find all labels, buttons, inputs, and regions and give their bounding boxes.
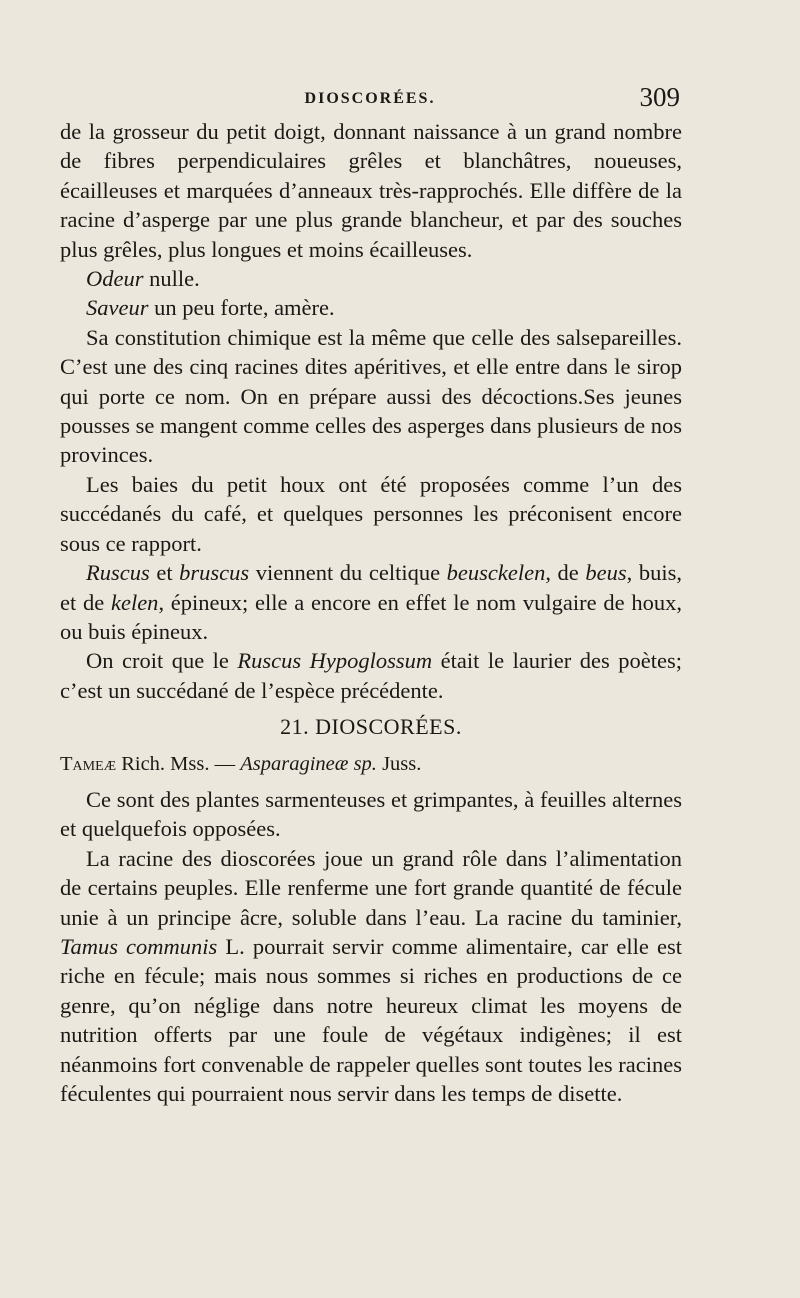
- term: beusckelen: [446, 560, 546, 586]
- text-run: On croit que le: [86, 648, 238, 674]
- text-run: Juss.: [376, 752, 422, 775]
- paragraph: Les baies du petit houx ont été proposées comme l’un des succédanés du café, et quelques personnes les préconisent encore sous ce rapport.: [60, 471, 682, 556]
- text-run: La racine des dioscorées joue un grand rôle dans l’alimentation de certains peuples. Elle renferme une fort grande quantité de fécule unie à un principe âcre, soluble dans l’eau. La racine du taminier,: [60, 845, 682, 930]
- term: Ruscus: [86, 560, 150, 586]
- species-name: Ruscus Hypoglossum: [237, 648, 433, 674]
- odeur-label: Odeur: [86, 266, 144, 292]
- saveur-label: Saveur: [86, 295, 149, 321]
- odeur-line: [60, 264, 682, 293]
- etymology-paragraph: [60, 558, 682, 646]
- page-number: 309: [639, 82, 680, 112]
- paragraph: Ce sont des plantes sarmenteuses et grimpantes, à feuilles alternes et quelquefois opposées.: [60, 786, 682, 842]
- text-run: Rich. Mss. —: [116, 752, 241, 775]
- saveur-text: un peu forte, amère.: [148, 295, 335, 321]
- paragraph: [60, 844, 682, 1109]
- term: beus: [585, 560, 627, 586]
- paragraph: [60, 646, 682, 705]
- term: kelen: [110, 589, 159, 615]
- term: bruscus: [179, 560, 250, 586]
- paragraph: de la grosseur du petit doigt, donnant naissance à un grand nombre de fibres perpendiculaires grêles et blanchâtres, noueuses, écailleuses et marquées d’anneaux très-rapprochés. Elle diffère de la racine d’asperge par une plus grande blancheur, et par des souches plus grêles, plus longues et moins écailleuses.: [60, 119, 682, 262]
- running-title: DIOSCORÉES.: [304, 90, 436, 107]
- text-run: viennent du celtique: [249, 560, 447, 586]
- family-name: Tameæ: [60, 752, 117, 775]
- text-run: , buis, et de: [60, 560, 682, 615]
- saveur-line: [60, 293, 682, 322]
- text-run: L. pourrait servir comme alimentaire, car elle est riche en fécule; mais nous sommes si riches en productions de ce genre, qu’on néglige dans notre heureux climat les moyens de nutrition offerts par une foule de végétaux indigènes; il est néanmoins fort convenable de rappeler quelles sont toutes les racines féculentes qui pourraient nous servir dans les temps de disette.: [60, 933, 682, 1106]
- paragraph: Sa constitution chimique est la même que celle des salsepareilles. C’est une des cinq racines dites apéritives, et elle entre dans le sirop qui porte ce nom. On en prépare aussi des décoctions.Ses jeunes pousses se mangent comme celles des asperges dans plusieurs de nos provinces.: [60, 324, 682, 468]
- synonymy-line: [60, 750, 682, 779]
- body-text: [60, 117, 682, 1108]
- species-name: Tamus communis: [60, 933, 218, 959]
- odeur-text: nulle.: [143, 266, 200, 292]
- alt-family-name: Asparagineæ sp.: [240, 752, 377, 775]
- text-run: , épineux; elle a encore en effet le nom vulgaire de houx, ou buis épineux.: [60, 589, 682, 644]
- running-head: [60, 80, 680, 116]
- text-run: et: [149, 560, 180, 586]
- text-run: , de: [545, 560, 586, 586]
- text-run: était le laurier des poètes; c’est un succédané de l’espèce précédente.: [60, 648, 682, 703]
- section-heading: 21. DIOSCORÉES.: [280, 714, 462, 740]
